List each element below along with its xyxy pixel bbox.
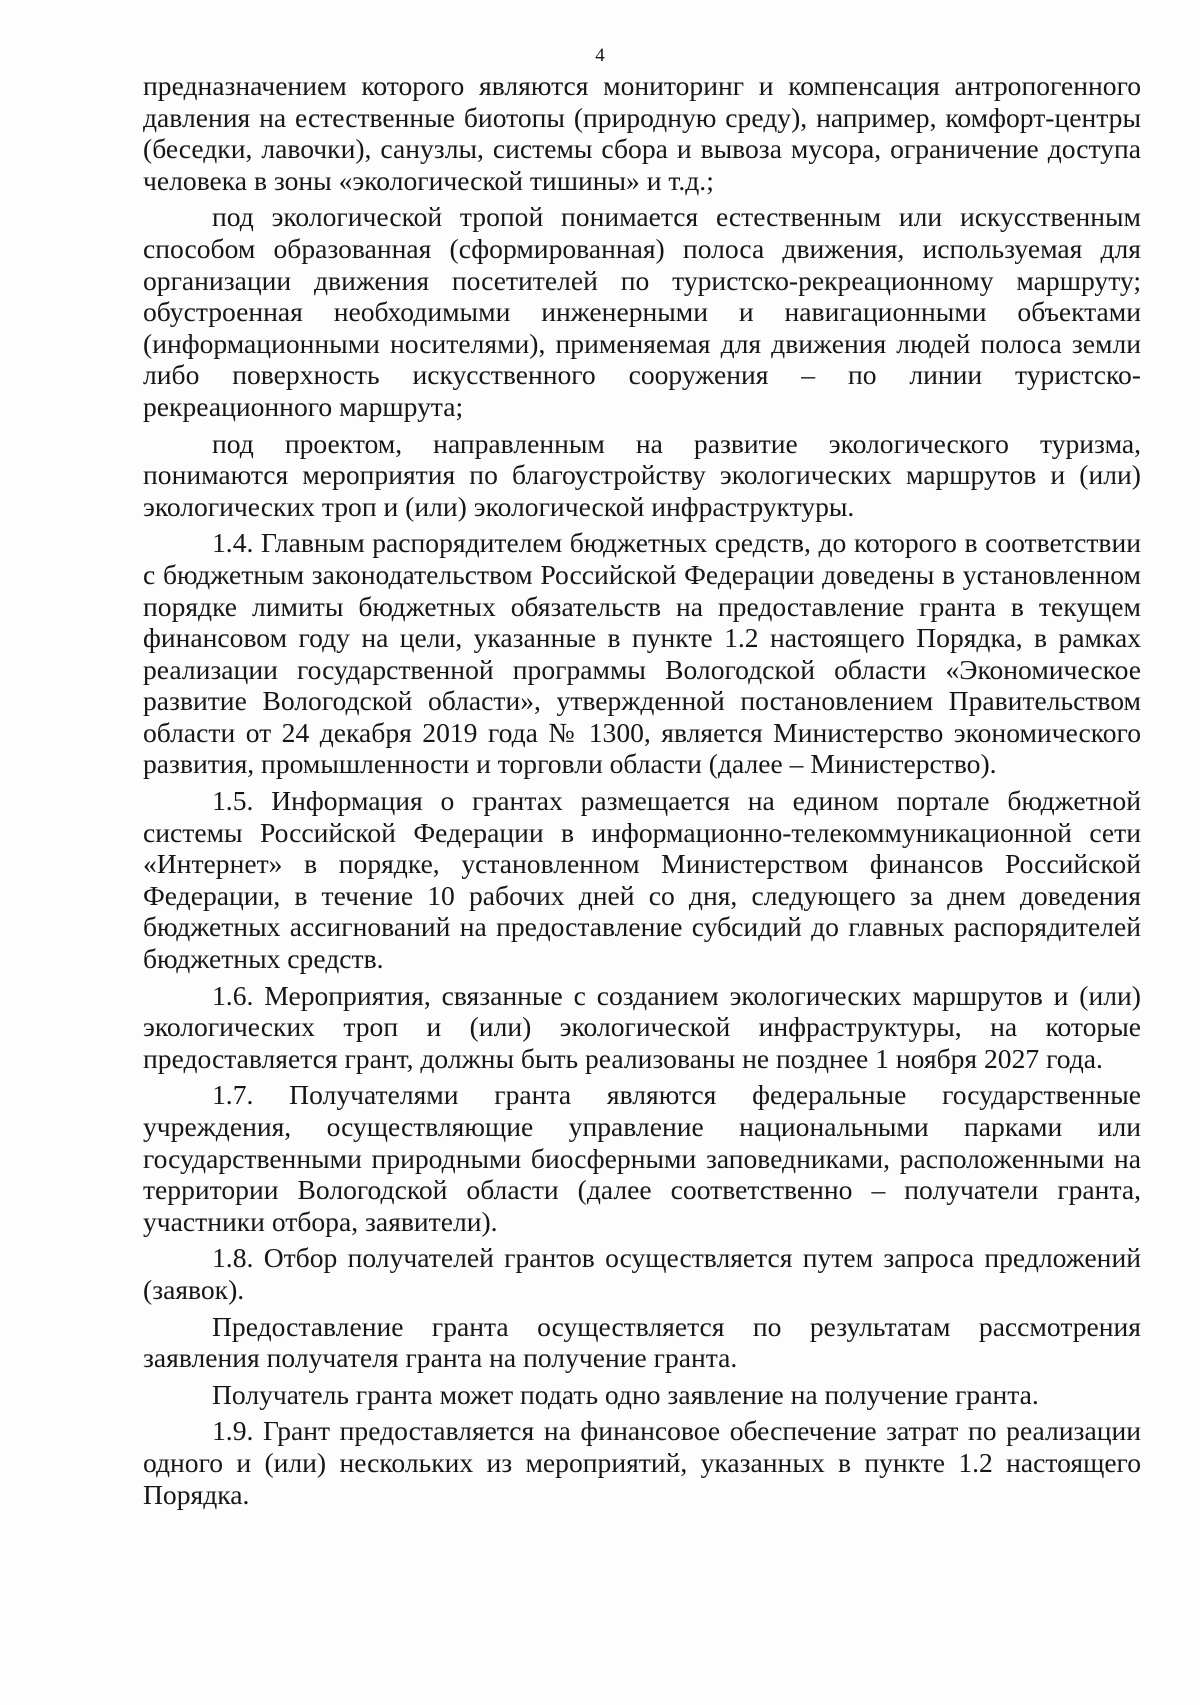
paragraph-single-application: Получатель гранта может подать одно заявление на получение гранта.: [212, 1378, 1039, 1410]
paragraph-1-5-grant-information: 1.5. Информация о грантах размещается на едином портале бюджетной системы Российской Федерации в информационно-телекоммуникационной сети «Интернет» в порядке, установленном Министерством финансов Российской Федерации, в течение 10 рабочих дней со дня, следующего за днем доведения бюджетных ассигнований на предоставление субсидий до главных распорядителей бюджетных средств.: [143, 785, 1141, 975]
paragraph-ecological-trail-definition: под экологической тропой понимается естественным или искусственным способом образованная (сформированная) полоса движения, используемая для организации движения посетителей по туристско-рекреационному маршруту; обустроенная необходимыми инженерными и навигационными объектами (информационными носителями), применяемая для движения людей полоса земли либо поверхность искусственного сооружения – по линии туристско-рекреационного маршрута;: [143, 201, 1141, 422]
paragraph-1-6-implementation-deadline: 1.6. Мероприятия, связанные с созданием экологических маршрутов и (или) экологических троп и (или) экологической инфраструктуры, на которые предоставляется грант, должны быть реализованы не позднее 1 ноября 2027 года.: [143, 979, 1141, 1074]
document-body: [143, 70, 1141, 1515]
paragraph-1-9-grant-purpose: 1.9. Грант предоставляется на финансовое обеспечение затрат по реализации одного и (или) нескольких из мероприятий, указанных в пункте 1.2 настоящего Порядка.: [143, 1415, 1141, 1510]
page-number: 4: [595, 45, 605, 66]
paragraph-1-4-main-budget-manager: 1.4. Главным распорядителем бюджетных средств, до которого в соответствии с бюджетным законодательством Российской Федерации доведены в установленном порядке лимиты бюджетных обязательств на предоставление гранта в текущем финансовом году на цели, указанные в пункте 1.2 настоящего Порядка, в рамках реализации государственной программы Вологодской области «Экономическое развитие Вологодской области», утвержденной постановлением Правительством области от 24 декабря 2019 года № 1300, является Министерство экономического развития, промышленности и торговли области (далее – Министерство).: [143, 527, 1141, 780]
paragraph-ecological-infrastructure-continued: предназначением которого являются мониторинг и компенсация антропогенного давления на естественные биотопы (природную среду), например, комфорт-центры (беседки, лавочки), санузлы, системы сбора и вывоза мусора, ограничение доступа человека в зоны «экологической тишины» и т.д.;: [143, 70, 1141, 196]
paragraph-project-definition: под проектом, направленным на развитие экологического туризма, понимаются мероприятия по благоустройству экологических маршрутов и (или) экологических троп и (или) экологической инфраструктуры.: [143, 427, 1141, 522]
paragraph-1-8-recipient-selection: 1.8. Отбор получателей грантов осуществляется путем запроса предложений (заявок).: [143, 1242, 1141, 1305]
paragraph-1-7-grant-recipients: 1.7. Получателями гранта являются федеральные государственные учреждения, осуществляющие управление национальными парками или государственными природными биосферными заповедниками, расположенными на территории Вологодской области (далее соответственно – получатели гранта, участники отбора, заявители).: [143, 1079, 1141, 1237]
paragraph-grant-provision-basis: Предоставление гранта осуществляется по результатам рассмотрения заявления получателя гранта на получение гранта.: [143, 1310, 1141, 1374]
